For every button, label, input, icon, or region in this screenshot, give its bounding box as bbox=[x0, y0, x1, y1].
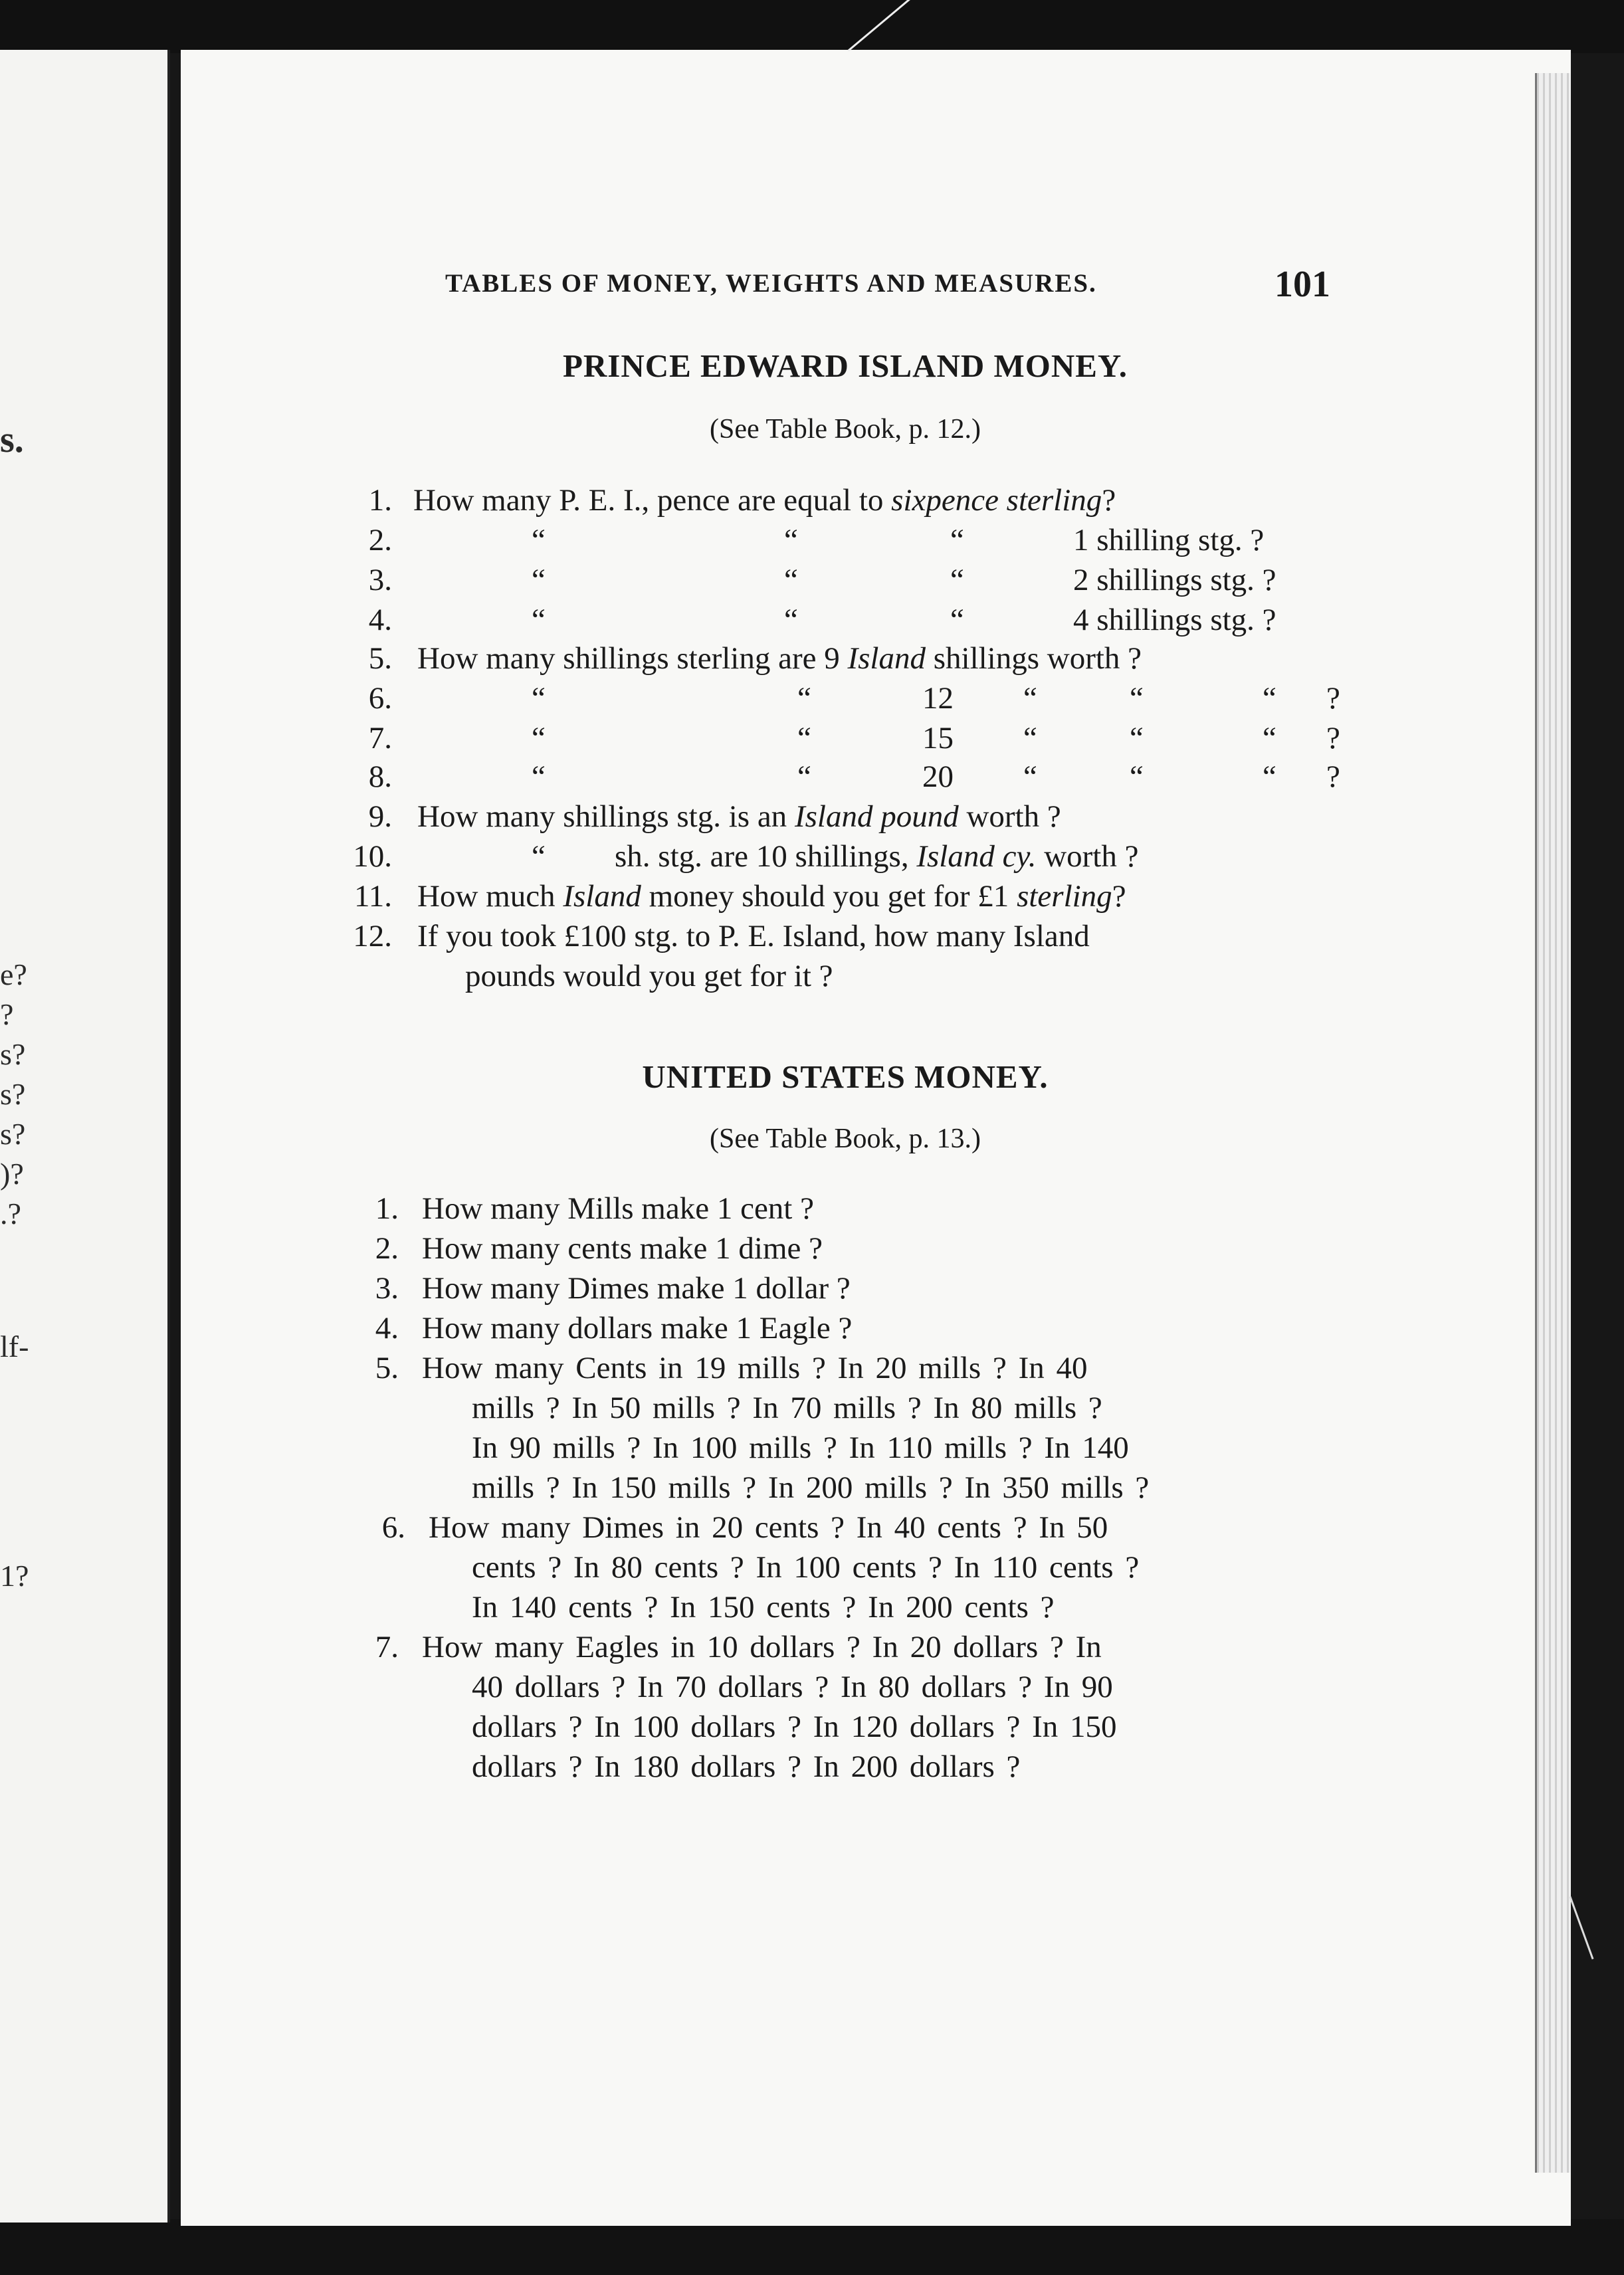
question-text-continued: mills ? In 150 mills ? In 200 mills ? In 350 mills ? bbox=[472, 1470, 1150, 1505]
left-fragment: e? bbox=[0, 957, 27, 991]
question-text-continued: mills ? In 50 mills ? In 70 mills ? In 80 mills ? bbox=[472, 1391, 1102, 1425]
ditto-mark: “ bbox=[797, 721, 811, 755]
film-scratch bbox=[1569, 1896, 1593, 1959]
film-border-top bbox=[0, 0, 1624, 53]
question-number: 9. bbox=[368, 799, 392, 834]
ditto-mark: “ bbox=[1130, 759, 1144, 794]
question-text: sh. stg. are 10 shillings, Island cy. worth ? bbox=[615, 839, 1139, 874]
question-text: How many Mills make 1 cent ? bbox=[422, 1191, 814, 1226]
ditto-mark: “ bbox=[797, 759, 811, 794]
question-value: 15 bbox=[922, 721, 954, 755]
question-text: How many Cents in 19 mills ? In 20 mills ? In 40 bbox=[422, 1351, 1088, 1385]
question-number: 7. bbox=[368, 721, 392, 755]
question-text: 4 shillings stg. ? bbox=[1073, 603, 1276, 637]
question-mark: ? bbox=[1326, 721, 1340, 755]
ditto-mark: “ bbox=[784, 603, 798, 637]
ditto-mark: “ bbox=[532, 523, 546, 557]
ditto-mark: “ bbox=[1023, 721, 1037, 755]
question-text: How many Dimes make 1 dollar ? bbox=[422, 1271, 851, 1306]
ditto-mark: “ bbox=[532, 563, 546, 597]
left-fragment: 1? bbox=[0, 1559, 29, 1593]
left-fragment: s? bbox=[0, 1117, 26, 1151]
ditto-mark: “ bbox=[1263, 681, 1276, 716]
question-number: 2. bbox=[368, 523, 392, 557]
ditto-mark: “ bbox=[1130, 681, 1144, 716]
question-number: 3. bbox=[375, 1271, 399, 1306]
left-fragment: s. bbox=[0, 419, 24, 460]
ditto-mark: “ bbox=[784, 523, 798, 557]
question-text: How many shillings sterling are 9 Island shillings worth ? bbox=[417, 641, 1142, 676]
question-number: 6. bbox=[381, 1510, 405, 1545]
ditto-mark: “ bbox=[1130, 721, 1144, 755]
question-text-continued: 40 dollars ? In 70 dollars ? In 80 dollars ? In 90 bbox=[472, 1670, 1113, 1704]
ditto-mark: “ bbox=[950, 603, 964, 637]
ditto-mark: “ bbox=[1263, 759, 1276, 794]
left-fragment: )? bbox=[0, 1157, 24, 1191]
question-number: 4. bbox=[375, 1311, 399, 1345]
question-value: 20 bbox=[922, 759, 954, 794]
ditto-mark: “ bbox=[797, 681, 811, 716]
running-head: TABLES OF MONEY, WEIGHTS AND MEASURES. bbox=[445, 269, 1097, 298]
ditto-mark: “ bbox=[950, 523, 964, 557]
ditto-mark: “ bbox=[1263, 721, 1276, 755]
question-text: 1 shilling stg. ? bbox=[1073, 523, 1265, 557]
question-number: 10. bbox=[353, 839, 392, 874]
left-fragment: s? bbox=[0, 1077, 26, 1111]
ditto-mark: “ bbox=[532, 681, 546, 716]
question-number: 2. bbox=[375, 1231, 399, 1266]
question-text: How many shillings stg. is an Island pound worth ? bbox=[417, 799, 1061, 834]
question-text: How many Dimes in 20 cents ? In 40 cents ? In 50 bbox=[429, 1510, 1108, 1545]
ditto-mark: “ bbox=[784, 563, 798, 597]
question-number: 8. bbox=[368, 759, 392, 794]
question-number: 4. bbox=[368, 603, 392, 637]
question-number: 5. bbox=[368, 641, 392, 676]
section-title-pei: PRINCE EDWARD ISLAND MONEY. bbox=[562, 347, 1128, 384]
question-number: 5. bbox=[375, 1351, 399, 1385]
ditto-mark: “ bbox=[532, 603, 546, 637]
section-title-us: UNITED STATES MONEY. bbox=[642, 1058, 1049, 1095]
question-value: 12 bbox=[922, 681, 954, 716]
ditto-mark: “ bbox=[532, 839, 546, 874]
question-mark: ? bbox=[1326, 759, 1340, 794]
question-text-continued: dollars ? In 100 dollars ? In 120 dollars ? In 150 bbox=[472, 1710, 1117, 1744]
table-book-reference: (See Table Book, p. 13.) bbox=[709, 1124, 981, 1154]
ditto-mark: “ bbox=[532, 721, 546, 755]
left-fragment: ? bbox=[0, 997, 14, 1031]
question-text-continued: pounds would you get for it ? bbox=[465, 959, 833, 993]
left-fragment: lf- bbox=[0, 1330, 29, 1363]
question-text-continued: cents ? In 80 cents ? In 100 cents ? In 110 cents ? bbox=[472, 1550, 1140, 1585]
left-fragment: .? bbox=[0, 1197, 21, 1231]
question-number: 3. bbox=[368, 563, 392, 597]
question-number: 11. bbox=[354, 879, 392, 914]
left-fragment: s? bbox=[0, 1037, 26, 1071]
left-page-edge bbox=[0, 50, 170, 2223]
question-text: How many dollars make 1 Eagle ? bbox=[422, 1311, 853, 1345]
question-text-continued: In 90 mills ? In 100 mills ? In 110 mills ? In 140 bbox=[472, 1431, 1129, 1465]
question-number: 1. bbox=[375, 1191, 399, 1226]
ditto-mark: “ bbox=[1023, 681, 1037, 716]
ditto-mark: “ bbox=[1023, 759, 1037, 794]
page-number: 101 bbox=[1274, 264, 1330, 305]
question-text-continued: dollars ? In 180 dollars ? In 200 dollars ? bbox=[472, 1749, 1021, 1784]
question-number: 6. bbox=[368, 681, 392, 716]
question-text-continued: In 140 cents ? In 150 cents ? In 200 cents ? bbox=[472, 1590, 1055, 1625]
table-book-reference: (See Table Book, p. 12.) bbox=[709, 414, 981, 445]
page-stack-edge bbox=[1535, 73, 1570, 2173]
question-text: How many cents make 1 dime ? bbox=[422, 1231, 823, 1266]
question-mark: ? bbox=[1326, 681, 1340, 716]
question-text: 2 shillings stg. ? bbox=[1073, 563, 1276, 597]
film-border-bottom bbox=[0, 2219, 1624, 2275]
question-text: How many Eagles in 10 dollars ? In 20 dollars ? In bbox=[422, 1630, 1102, 1664]
question-text: How many P. E. I., pence are equal to sixpence sterling? bbox=[413, 483, 1116, 518]
question-number: 7. bbox=[375, 1630, 399, 1664]
ditto-mark: “ bbox=[532, 759, 546, 794]
question-text: How much Island money should you get for £1 sterling? bbox=[417, 879, 1126, 914]
question-number: 12. bbox=[353, 919, 392, 953]
question-number: 1. bbox=[368, 483, 392, 518]
question-text: If you took £100 stg. to P. E. Island, how many Island bbox=[417, 919, 1090, 953]
ditto-mark: “ bbox=[950, 563, 964, 597]
